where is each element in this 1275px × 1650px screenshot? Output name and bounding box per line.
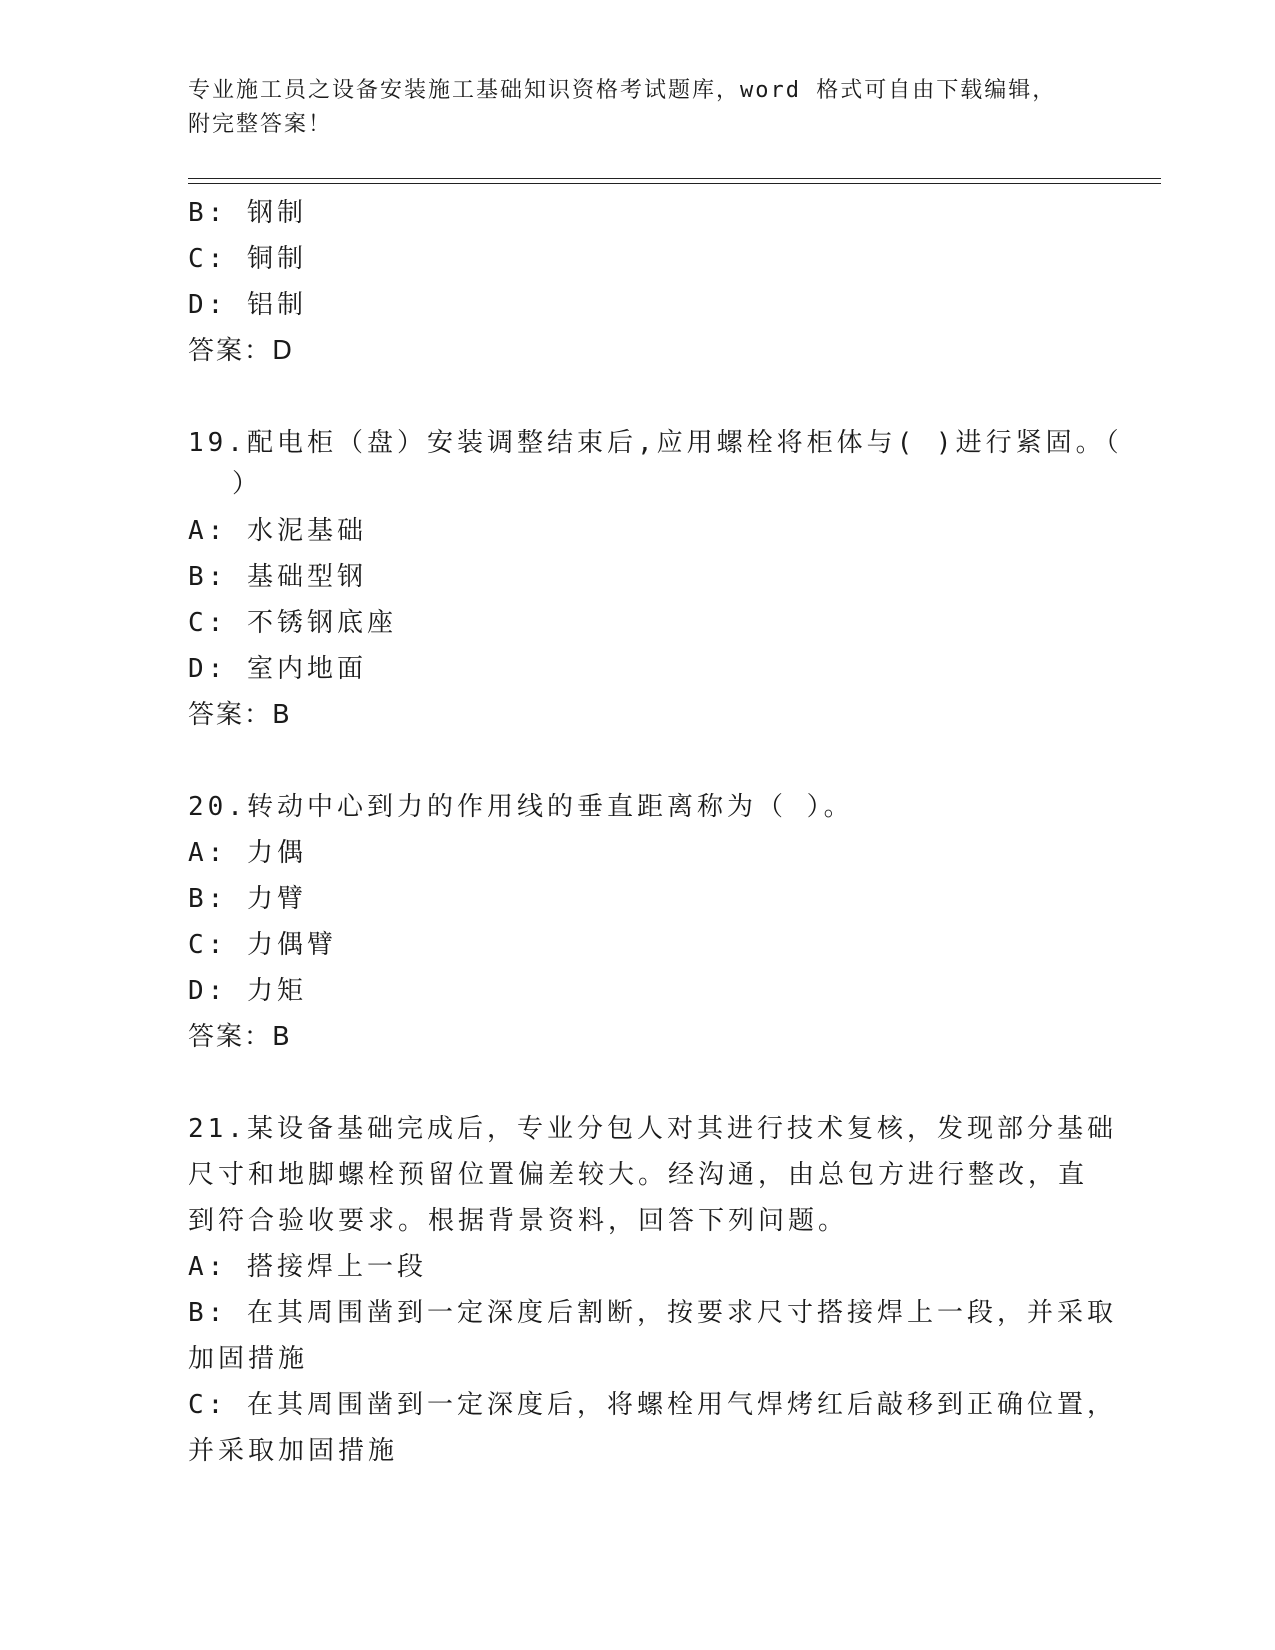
header-line-1: 专业施工员之设备安装施工基础知识资格考试题库，word 格式可自由下载编辑，	[188, 78, 1057, 103]
answer-line: 答案：B	[188, 700, 292, 730]
question-block-19	[188, 420, 1123, 738]
option-d: D: 室内地面	[188, 654, 367, 684]
option-a: A: 水泥基础	[188, 516, 367, 546]
question-block-20	[188, 784, 1088, 1060]
option-d: D: 力矩	[188, 976, 307, 1006]
option-b: B: 钢制	[188, 198, 307, 228]
header-rule-top	[188, 178, 1161, 179]
option-c: C: 力偶臂	[188, 930, 337, 960]
question-list	[188, 190, 1123, 1474]
option-c: C: 在其周围凿到一定深度后，将螺栓用气焊烤红后敲移到正确位置，	[188, 1390, 1117, 1420]
header-rule-bottom	[188, 183, 1161, 184]
answer-line: 答案：B	[188, 1022, 292, 1052]
option-c: C: 不锈钢底座	[188, 608, 397, 638]
answer-line: 答案：D	[188, 336, 295, 366]
question-block-21	[188, 1106, 1117, 1474]
question-block-prev	[188, 190, 1088, 374]
option-b: B: 在其周围凿到一定深度后割断，按要求尺寸搭接焊上一段，并采取	[188, 1298, 1117, 1328]
question-stem-line-3: 到符合验收要求。根据背景资料，回答下列问题。	[188, 1206, 849, 1236]
option-a: A: 搭接焊上一段	[188, 1252, 427, 1282]
spacer	[188, 374, 1088, 420]
option-b: B: 力臂	[188, 884, 307, 914]
option-a: A: 力偶	[188, 838, 307, 868]
option-c-continued: 并采取加固措施	[188, 1436, 399, 1466]
question-stem-line-2: 尺寸和地脚螺栓预留位置偏差较大。经沟通，由总包方进行整改，直	[188, 1160, 1089, 1190]
question-stem: 21.某设备基础完成后，专业分包人对其进行技术复核，发现部分基础	[188, 1114, 1117, 1144]
option-c: C: 铜制	[188, 244, 307, 274]
option-b-continued: 加固措施	[188, 1344, 309, 1374]
option-b: B: 基础型钢	[188, 562, 367, 592]
question-stem: 19.配电柜（盘）安装调整结束后,应用螺栓将柜体与( )进行紧固。（	[188, 428, 1123, 458]
question-stem: 20.转动中心到力的作用线的垂直距离称为（ ）。	[188, 792, 854, 822]
spacer	[188, 1060, 1088, 1106]
question-stem-continued: ）	[232, 469, 263, 499]
option-d: D: 铝制	[188, 290, 307, 320]
document-header	[188, 74, 1088, 142]
spacer	[188, 738, 1088, 784]
header-line-2: 附完整答案！	[188, 112, 333, 137]
